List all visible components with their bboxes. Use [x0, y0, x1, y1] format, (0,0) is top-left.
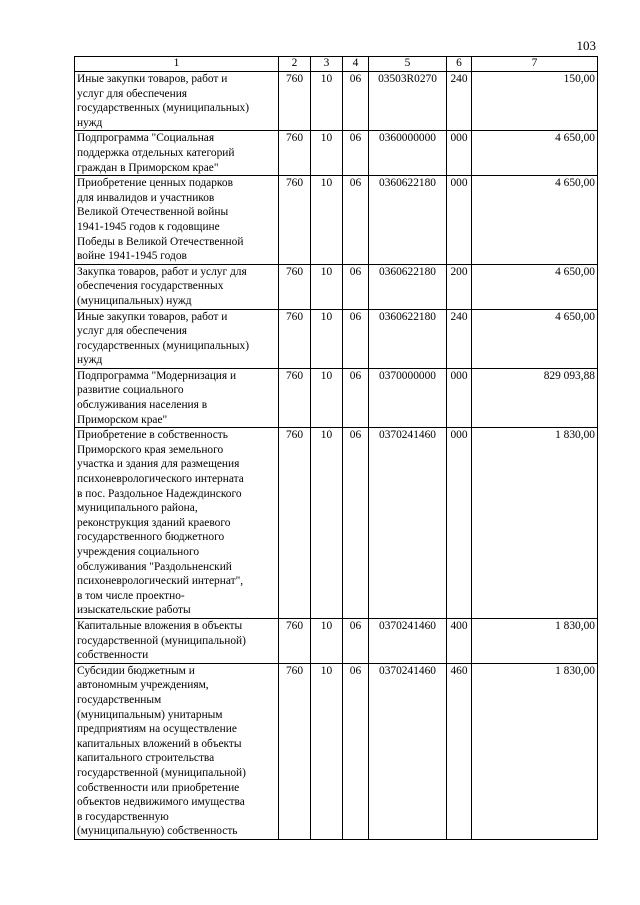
- ministry-code: 760: [279, 176, 311, 265]
- expense-item-name-line: войне 1941-1945 годов: [77, 250, 187, 263]
- expense-item-name: [75, 176, 279, 265]
- section-code: 10: [311, 428, 343, 619]
- expense-type-code: 000: [447, 131, 472, 176]
- expense-item-name-line: услуг для обеспечения: [77, 87, 188, 100]
- table-row: [75, 176, 598, 265]
- header-row: [75, 57, 598, 72]
- column-header: 3: [311, 57, 343, 72]
- expense-item-name-line: нужд: [77, 354, 103, 367]
- section-code: 10: [311, 264, 343, 309]
- target-article-code: 03503R0270: [369, 72, 447, 131]
- expense-item-name-line: Победы в Великой Отечественной: [77, 235, 244, 248]
- table-body: [75, 72, 598, 840]
- column-header: 6: [447, 57, 472, 72]
- expense-item-name-line: капитального строительства: [77, 752, 215, 765]
- amount: 4 650,00: [472, 309, 598, 368]
- table-row: [75, 131, 598, 176]
- table-row: [75, 72, 598, 131]
- expense-item-name-line: Приобретение в собственность: [77, 429, 228, 442]
- expense-item-name-line: учреждения социального: [77, 546, 200, 558]
- section-code: 10: [311, 663, 343, 839]
- expense-item-name-line: собственности: [77, 649, 149, 662]
- expense-item-name-line: обслуживания населения в: [77, 399, 208, 412]
- expense-item-name-line: в том числе проектно-: [77, 589, 185, 602]
- column-header: 7: [472, 57, 598, 72]
- subsection-code: 06: [343, 72, 369, 131]
- expense-item-name: [75, 131, 279, 176]
- expense-item-name-line: изыскательские работы: [77, 604, 191, 617]
- section-code: 10: [311, 618, 343, 663]
- subsection-code: 06: [343, 131, 369, 176]
- expense-item-name-line: обеспечения государственных: [77, 280, 224, 293]
- expense-type-code: 200: [447, 264, 472, 309]
- expense-item-name-line: услуг для обеспечения: [77, 325, 188, 338]
- expense-type-code: 240: [447, 309, 472, 368]
- table-row: [75, 264, 598, 309]
- section-code: 10: [311, 176, 343, 265]
- amount: 4 650,00: [472, 176, 598, 265]
- table-row: [75, 368, 598, 427]
- table-row: [75, 663, 598, 839]
- target-article-code: 0360622180: [369, 309, 447, 368]
- expense-item-name-line: (муниципальных) нужд: [77, 294, 192, 307]
- expense-item-name-line: государственной (муниципальной): [77, 634, 246, 647]
- expense-item-name-line: для инвалидов и участников: [77, 191, 215, 204]
- target-article-code: 0370000000: [369, 368, 447, 427]
- expense-type-code: 000: [447, 176, 472, 265]
- expense-type-code: 000: [447, 368, 472, 427]
- ministry-code: 760: [279, 663, 311, 839]
- subsection-code: 06: [343, 368, 369, 427]
- subsection-code: 06: [343, 309, 369, 368]
- table-row: [75, 618, 598, 663]
- expense-item-name-line: обслуживания "Раздольненский: [77, 560, 232, 573]
- expense-type-code: 240: [447, 72, 472, 131]
- ministry-code: 760: [279, 264, 311, 309]
- table-row: [75, 309, 598, 368]
- expense-item-name-line: участка и здания для размещения: [77, 458, 240, 471]
- expense-item-name-line: государственных (муниципальных): [77, 102, 250, 115]
- expense-item-name-line: государственной (муниципальной): [77, 766, 246, 779]
- expense-item-name-line: Закупка товаров, работ и услуг для: [77, 265, 247, 278]
- expense-item-name-line: государственного бюджетного: [77, 531, 225, 544]
- section-code: 10: [311, 72, 343, 131]
- expense-item-name-line: Подпрограмма "Социальная: [77, 132, 215, 145]
- column-header: 1: [75, 57, 279, 72]
- expense-item-name-line: Подпрограмма "Модернизация и: [77, 369, 237, 382]
- expense-item-name-line: нужд: [77, 116, 103, 129]
- expense-item-name-line: предприятиям на осуществление: [77, 723, 237, 736]
- expense-item-name-line: Иные закупки товаров, работ и: [77, 73, 228, 85]
- column-header: 2: [279, 57, 311, 72]
- expense-item-name-line: граждан в Приморском крае": [77, 161, 219, 174]
- expense-item-name-line: психоневрологический интернат",: [77, 575, 244, 588]
- expense-item-name: [75, 618, 279, 663]
- expense-type-code: 460: [447, 663, 472, 839]
- expense-item-name-line: (муниципальным) унитарным: [77, 708, 223, 721]
- expense-item-name-line: психоневрологического интерната: [77, 473, 244, 486]
- expense-item-name-line: государственных (муниципальных): [77, 339, 250, 352]
- ministry-code: 760: [279, 309, 311, 368]
- amount: 4 650,00: [472, 264, 598, 309]
- target-article-code: 0360000000: [369, 131, 447, 176]
- amount: 1 830,00: [472, 428, 598, 619]
- expense-item-name: [75, 663, 279, 839]
- expense-type-code: 400: [447, 618, 472, 663]
- expense-item-name-line: Капитальные вложения в объекты: [77, 619, 243, 632]
- expense-item-name-line: Приморского края земельного: [77, 443, 224, 456]
- expense-item-name-line: в пос. Раздольное Надеждинского: [77, 487, 242, 500]
- table-row: [75, 428, 598, 619]
- target-article-code: 0370241460: [369, 663, 447, 839]
- expense-item-name-line: капитальных вложений в объекты: [77, 737, 242, 750]
- subsection-code: 06: [343, 176, 369, 265]
- expense-item-name-line: автономным учреждениям,: [77, 679, 209, 692]
- expense-item-name-line: Приморском крае": [77, 413, 168, 426]
- expense-item-name: [75, 72, 279, 131]
- subsection-code: 06: [343, 428, 369, 619]
- expense-item-name-line: Приобретение ценных подарков: [77, 177, 233, 190]
- expense-item-name-line: объектов недвижимого имущества: [77, 796, 245, 809]
- amount: 829 093,88: [472, 368, 598, 427]
- expense-item-name-line: реконструкция зданий краевого: [77, 516, 231, 529]
- expense-item-name-line: Субсидии бюджетным и: [77, 664, 195, 677]
- target-article-code: 0360622180: [369, 176, 447, 265]
- expense-item-name: [75, 309, 279, 368]
- target-article-code: 0370241460: [369, 428, 447, 619]
- expense-item-name-line: собственности или приобретение: [77, 781, 240, 794]
- amount: 1 830,00: [472, 618, 598, 663]
- expense-item-name: [75, 264, 279, 309]
- section-code: 10: [311, 368, 343, 427]
- expense-item-name: [75, 368, 279, 427]
- expense-item-name-line: в государственную: [77, 810, 169, 823]
- expense-item-name-line: Великой Отечественной войны: [77, 206, 229, 219]
- target-article-code: 0370241460: [369, 618, 447, 663]
- section-code: 10: [311, 309, 343, 368]
- budget-table: [74, 56, 598, 840]
- column-header: 4: [343, 57, 369, 72]
- expense-item-name-line: (муниципальную) собственность: [77, 825, 238, 838]
- ministry-code: 760: [279, 618, 311, 663]
- expense-item-name-line: Иные закупки товаров, работ и: [77, 310, 228, 323]
- amount: 150,00: [472, 72, 598, 131]
- page-number: 103: [576, 38, 596, 53]
- amount: 1 830,00: [472, 663, 598, 839]
- subsection-code: 06: [343, 264, 369, 309]
- ministry-code: 760: [279, 131, 311, 176]
- subsection-code: 06: [343, 618, 369, 663]
- subsection-code: 06: [343, 663, 369, 839]
- section-code: 10: [311, 131, 343, 176]
- ministry-code: 760: [279, 428, 311, 619]
- amount: 4 650,00: [472, 131, 598, 176]
- expense-item-name-line: поддержка отдельных категорий: [77, 146, 235, 159]
- target-article-code: 0360622180: [369, 264, 447, 309]
- expense-item-name-line: 1941-1945 годов к годовщине: [77, 220, 220, 233]
- expense-item-name-line: государственным: [77, 693, 162, 706]
- expense-item-name-line: развитие социального: [77, 384, 184, 397]
- ministry-code: 760: [279, 72, 311, 131]
- expense-item-name-line: муниципального района,: [77, 502, 198, 515]
- expense-type-code: 000: [447, 428, 472, 619]
- column-header: 5: [369, 57, 447, 72]
- ministry-code: 760: [279, 368, 311, 427]
- expense-item-name: [75, 428, 279, 619]
